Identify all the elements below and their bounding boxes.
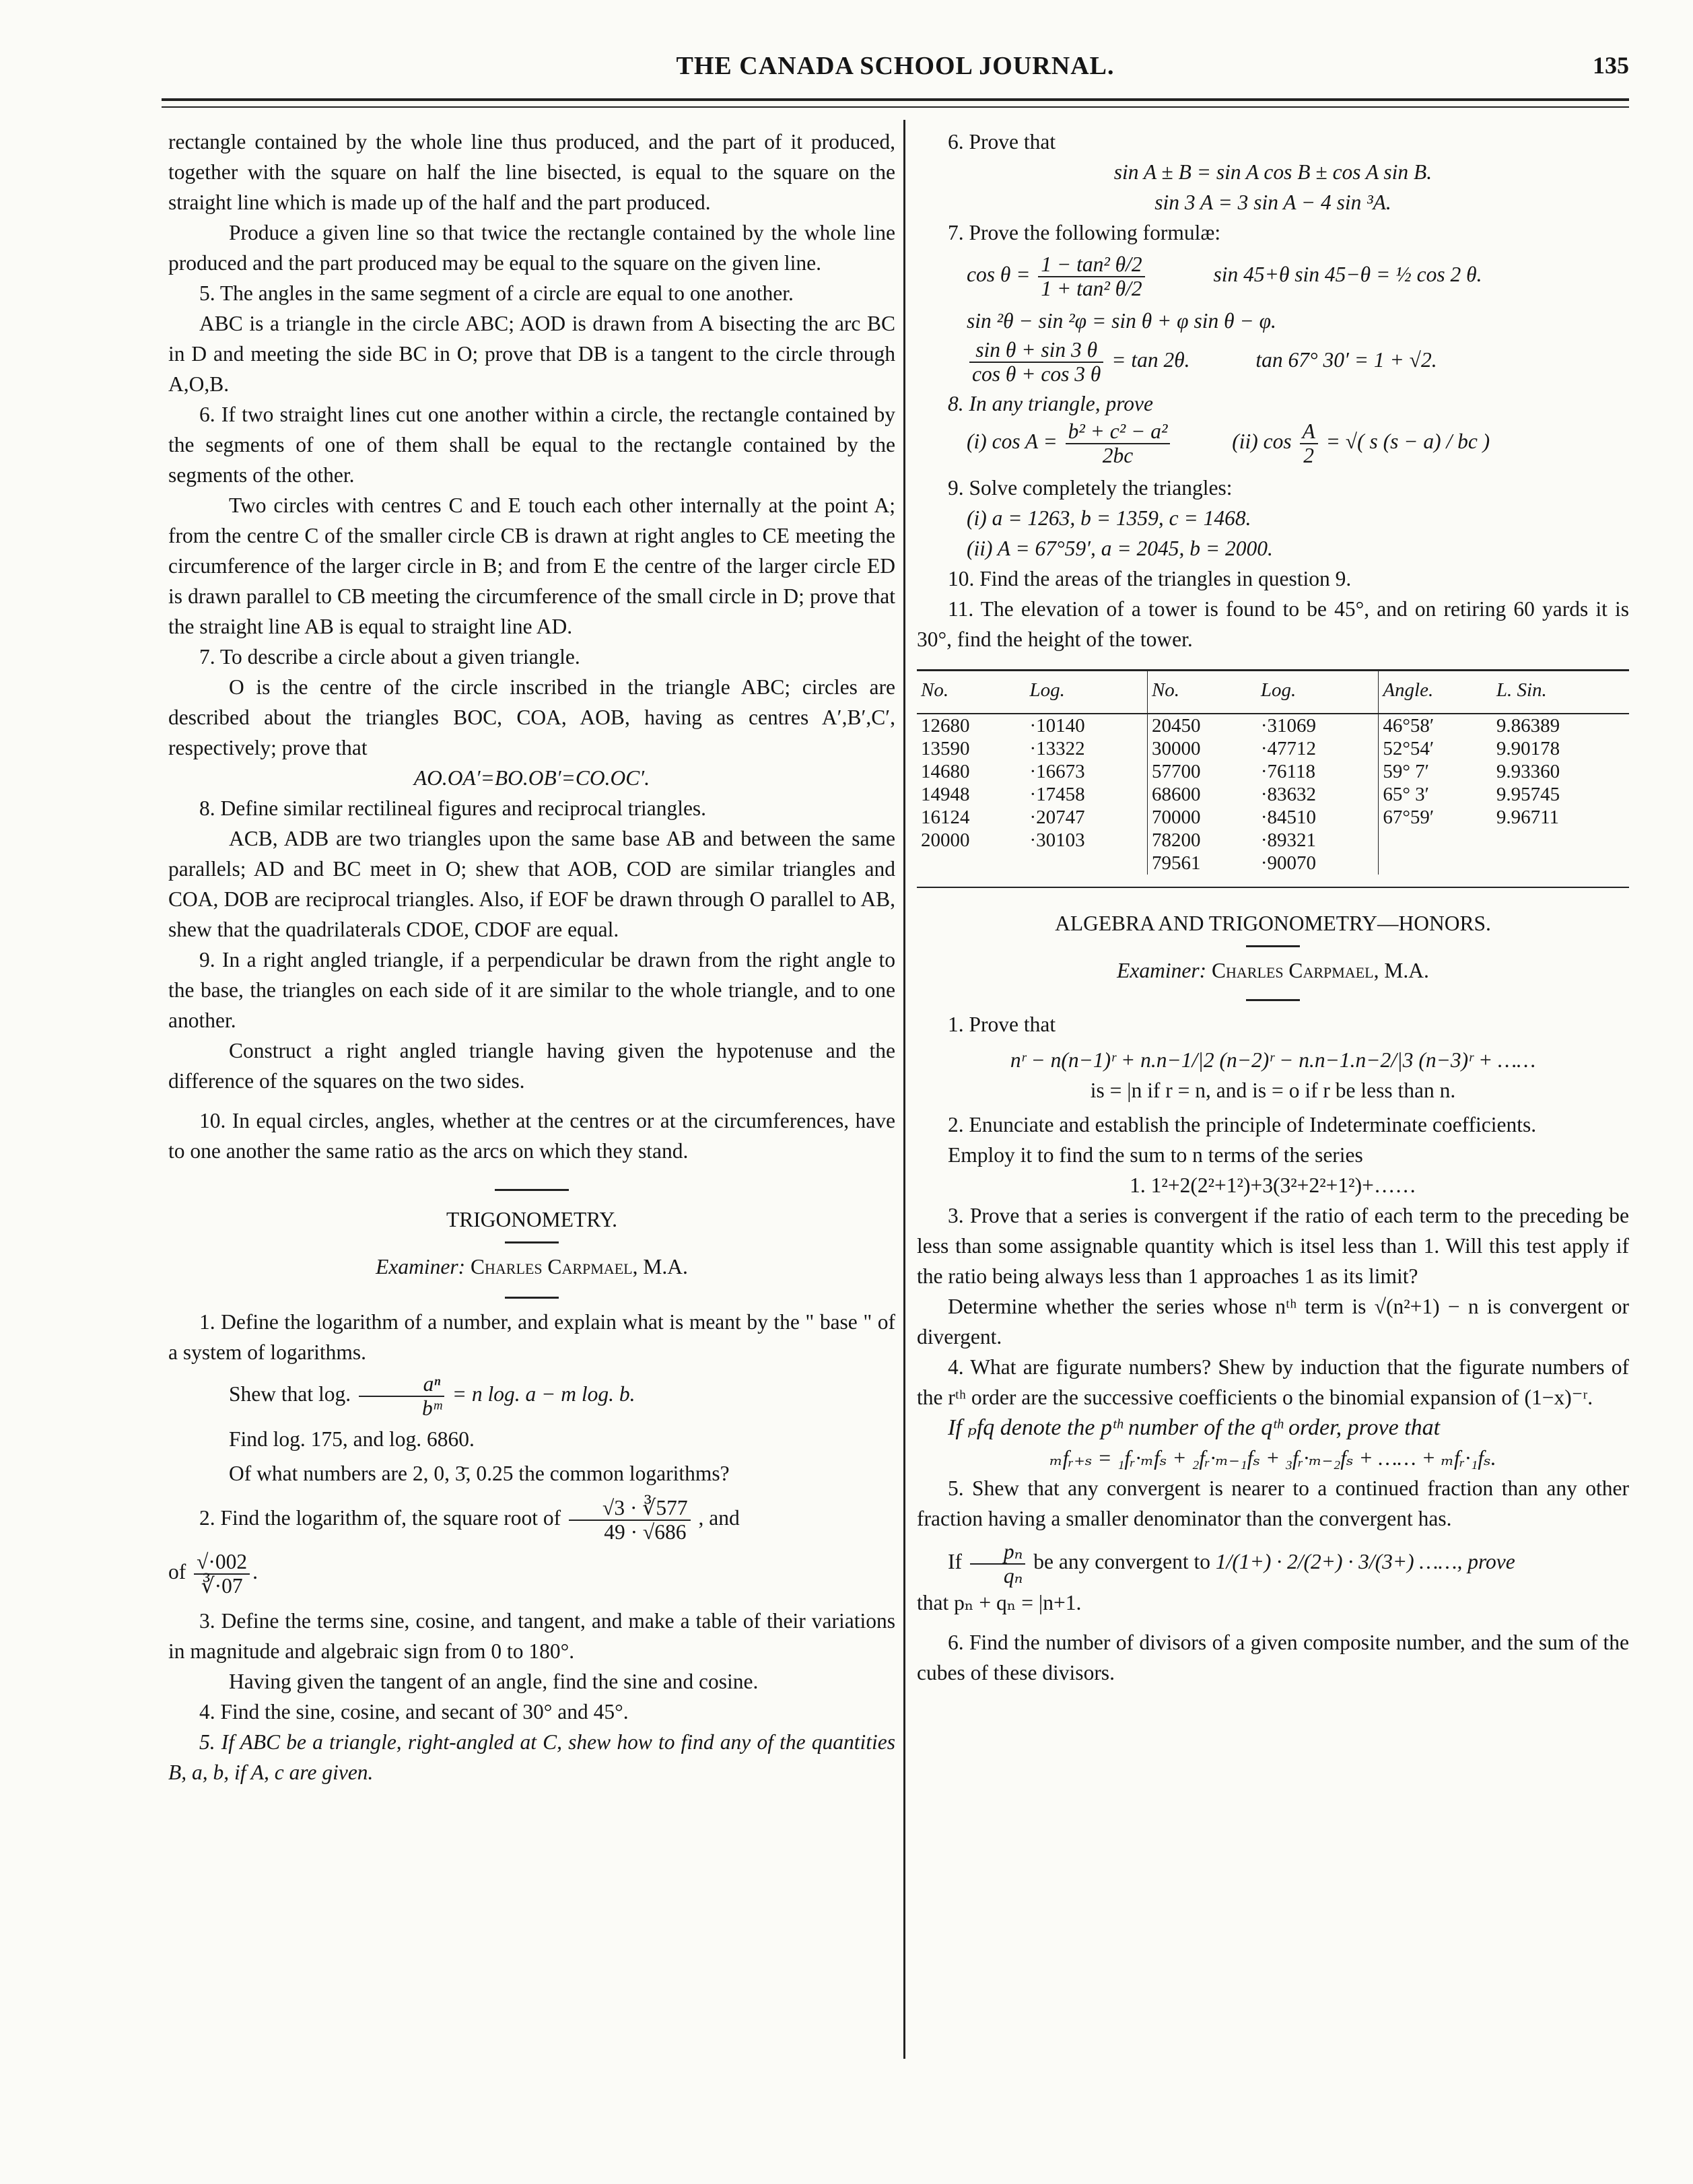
table-bottom-rule (917, 887, 1629, 888)
question-10: 10. Find the areas of the triangles in question 9. (948, 567, 1352, 590)
table-cell: 9.96711 (1496, 807, 1560, 828)
trig-question-3: 3. Define the terms sine, cosine, and tangent, and make a table of their variations in magnitude and algebraic sign from 0 to 180°. (168, 1609, 895, 1663)
equation: is = |n if r = n, and is = o if r be less than n. (1090, 1079, 1456, 1102)
trig-question-2b: of $\frac{√\cdot 002}{∛\cdot 07}$ . (168, 1550, 258, 1598)
examiner-name: Charles Carpmael, M.A. (1211, 959, 1429, 982)
equation: sin A ± B = sin A cos B ± cos A sin B. (1113, 160, 1432, 184)
table-cell: ·16673 (1026, 760, 1148, 783)
examiner-line: Examiner: Charles Carpmael, M.A. (376, 1255, 688, 1278)
question-9: 9. In a right angled triangle, if a perpendicular be drawn from the right angle to the base, the triangles on each side of it are similar to the whole triangle, and to one another. (168, 948, 895, 1032)
fraction: $\frac{\text{1 − tan² θ/2}}{\text{1 + tan² θ/2}}$ (1038, 253, 1144, 300)
algebra-question-4: 4. What are figurate numbers? Shew by induction that the figurate numbers of the rᵗʰ order are the successive coefficients o the binomial expansion of (1−x)⁻ʳ. (917, 1355, 1629, 1409)
algebra-question-1: 1. Prove that (948, 1013, 1056, 1036)
table-cell: 52°54′ (1383, 738, 1435, 759)
equation: sin ²θ − sin ²φ = sin θ + φ sin θ − φ. (967, 309, 1276, 333)
equation: 1. 1²+2(2²+1²)+3(3²+2²+1²)+…… (1130, 1173, 1416, 1197)
table-cell: 65° 3′ (1383, 784, 1430, 805)
table-cell: ·10140 (1026, 714, 1148, 737)
table-cell: 9.95745 (1496, 784, 1560, 805)
table-cell: 12680 (921, 715, 970, 737)
table-cell: 59° 7′ (1383, 761, 1430, 782)
table-cell: 9.93360 (1496, 761, 1560, 782)
fraction: $\frac{\text{sin θ + sin 3 θ}}{\text{cos θ + cos 3 θ}}$ (969, 339, 1103, 386)
table-cell: ·90070 (1257, 852, 1379, 875)
trig-question-1: 1. Define the logarithm of a number, and explain what is meant by the " base " of a system of logarithms. (168, 1310, 895, 1364)
equation: ₘfᵣ₊ₛ = ₁fᵣ·ₘfₛ + ₂fᵣ·ₘ₋₁fₛ + ₃fᵣ·ₘ₋₂fₛ + …… + ₘfᵣ·₁fₛ. (1049, 1446, 1496, 1470)
algebra-question-5: 5. Shew that any convergent is nearer to a continued fraction than any other fraction having a smaller denominator than the convergent has. (917, 1476, 1629, 1530)
equation: sin 3 A = 3 sin A − 4 sin ³A. (1154, 191, 1391, 214)
question-8: 8. In any triangle, prove (948, 392, 1154, 415)
question-11: 11. The elevation of a tower is found to be 45°, and on retiring 60 yards it is 30°, find the height of the tower. (917, 597, 1629, 651)
table-cell: ·31069 (1257, 714, 1379, 737)
fraction: $\frac{√3 \cdot ∛577}{49 \cdot √686}$ (569, 1497, 691, 1544)
equation: (i) a = 1263, b = 1359, c = 1468. (967, 506, 1251, 530)
table-cell: ·13322 (1026, 737, 1148, 760)
table-cell: ·76118 (1257, 760, 1379, 783)
question-7: 7. To describe a circle about a given triangle. (199, 645, 580, 669)
table-row (917, 806, 1629, 829)
table-cell: 20000 (921, 829, 970, 851)
table-cell: 20450 (1151, 715, 1201, 737)
table-cell: 67°59′ (1383, 807, 1435, 828)
header-rule-thin (162, 106, 1629, 108)
equation: (ii) A = 67°59′, a = 2045, b = 2000. (967, 537, 1273, 560)
table-cell: 14680 (921, 761, 970, 782)
journal-title: THE CANADA SCHOOL JOURNAL. (676, 52, 1115, 80)
fraction: $\frac{\text{b² + c² − a²}}{2bc}$ (1066, 420, 1171, 467)
algebra-question-6: 6. Find the number of divisors of a given composite number, and the sum of the cubes of these divisors. (917, 1631, 1629, 1684)
trig-question-1b: Find log. 175, and log. 6860. (229, 1427, 475, 1451)
question-6: 6. If two straight lines cut one another within a circle, the rectangle contained by the segments of one of them shall be equal to the rectangle contained by the segments of the other. (168, 403, 895, 487)
equation: AO.OA′=BO.OB′=CO.OC′. (413, 766, 650, 790)
trig-question-5: 5. If ABC be a triangle, right-angled at C, shew how to find any of the quantities B, a, b, if A, c are given. (168, 1730, 895, 1784)
column-header: Log. (1026, 671, 1148, 714)
table-cell: 57700 (1151, 761, 1201, 782)
table-row (917, 852, 1629, 875)
column-divider (903, 120, 905, 2059)
equation-row: (i) cos A = $\frac{\text{b² + c² − a²}}{2bc}$ (ii) cos $\frac{A}{2}$ = √( s (s − a) / bc ) (967, 419, 1490, 467)
table-cell: 13590 (921, 738, 970, 759)
fraction: $\frac{A}{2}$ (1300, 420, 1318, 467)
section-rule (495, 1189, 569, 1191)
equation-row: cos θ = $\frac{\text{1 − tan² θ/2}}{\text{1 + tan² θ/2}}$ sin 45+θ sin 45−θ = ½ cos 2 θ. (967, 252, 1482, 300)
table-row (917, 829, 1629, 852)
column-header: Log. (1257, 671, 1379, 714)
equation-row: $\frac{\text{sin θ + sin 3 θ}}{\text{cos θ + cos 3 θ}}$ = tan 2θ. tan 67° 30′ = 1 + √2. (967, 339, 1629, 386)
examiner-line: Examiner: Charles Carpmael, M.A. (1117, 959, 1429, 982)
question-5: 5. The angles in the same segment of a circle are equal to one another. (199, 281, 794, 305)
section-rule (1246, 999, 1300, 1001)
paragraph: If ₚfq denote the pᵗʰ number of the qᵗʰ order, prove that (948, 1415, 1441, 1440)
table-cell: 46°58′ (1383, 715, 1435, 737)
table-cell: 16124 (921, 807, 970, 828)
algebra-question-2: 2. Enunciate and establish the principle of Indeterminate coefficients. (948, 1113, 1537, 1136)
table-cell: ·89321 (1257, 829, 1379, 852)
algebra-heading: ALGEBRA AND TRIGONOMETRY—HONORS. (1055, 912, 1491, 935)
question-9: 9. Solve completely the triangles: (948, 476, 1233, 500)
page-number: 135 (1593, 52, 1629, 79)
algebra-question-3: 3. Prove that a series is convergent if the ratio of each term to the preceding be less than some assignable quantity which is itsel less than 1. Will this test apply if the ratio being always less than 1 approaches 1 as its limit? (917, 1204, 1629, 1288)
table-cell: 70000 (1151, 807, 1201, 828)
table-cell (1492, 852, 1629, 875)
trig-question-2: 2. Find the logarithm of, the square root of $\frac{√3 \cdot ∛577}{49 \cdot √686}$ , and (199, 1496, 740, 1544)
trigonometry-heading: TRIGONOMETRY. (446, 1208, 618, 1231)
paragraph: Two circles with centres C and E touch each other internally at the point A; from the centre C of the smaller circle CB is drawn at right angles to CE meeting the circumference of the larger circle in B; and from E the centre of the larger circle ED is drawn parallel to CB meeting the circumference of the small circle in D; prove that the straight line AB is equal to straight line AD. (168, 493, 895, 638)
trig-question-1c: Of what numbers are 2, 0, 3̄, 0.25 the common logarithms? (229, 1462, 730, 1485)
equation-row: If $\frac{\text{pₙ}}{\text{qₙ}}$ be any convergent to 1/(1+) · 2/(2+) · 3/(3+) ……, prove (948, 1540, 1515, 1588)
paragraph: Determine whether the series whose nᵗʰ term is √(n²+1) − n is convergent or divergent. (917, 1295, 1629, 1349)
fraction: $\frac{√\cdot 002}{∛\cdot 07}$ (194, 1550, 250, 1598)
table-cell: ·30103 (1026, 829, 1148, 852)
table-cell (1379, 829, 1492, 852)
section-rule (505, 1297, 559, 1299)
header-rule (162, 98, 1629, 101)
table-cell: 9.86389 (1496, 715, 1560, 737)
left-column (168, 127, 895, 1787)
question-7: 7. Prove the following formulæ: (948, 221, 1221, 244)
table-cell: 79561 (1151, 852, 1201, 874)
paragraph: Employ it to find the sum to n terms of the series (948, 1143, 1363, 1167)
fraction: $\frac{\text{aⁿ}}{\text{bᵐ}}$ (359, 1373, 444, 1420)
table-row (917, 737, 1629, 760)
trig-question-1a: Shew that log. $\frac{\text{aⁿ}}{\text{bᵐ}}$ = n log. a − m log. b. (229, 1372, 635, 1420)
table-cell: 30000 (1151, 738, 1201, 759)
question-6: 6. Prove that (948, 130, 1056, 153)
question-8: 8. Define similar rectilineal figures and reciprocal triangles. (199, 796, 707, 820)
table-cell: 78200 (1151, 829, 1201, 851)
table-cell: ·83632 (1257, 783, 1379, 806)
table-row (917, 783, 1629, 806)
paragraph: Produce a given line so that twice the rectangle contained by the whole line produced and the part produced may be equal to the square on the given line. (168, 221, 895, 275)
table-cell: ·47712 (1257, 737, 1379, 760)
table-cell: ·84510 (1257, 806, 1379, 829)
logarithm-table (917, 669, 1629, 875)
column-header: L. Sin. (1492, 671, 1629, 714)
section-rule (505, 1241, 559, 1243)
column-header: No. (917, 671, 1026, 714)
column-header: Angle. (1379, 671, 1492, 714)
paragraph: Construct a right angled triangle having given the hypotenuse and the difference of the squares on the two sides. (168, 1039, 895, 1093)
paragraph: O is the centre of the circle inscribed in the triangle ABC; circles are described about the triangles BOC, COA, AOB, having as centres A′,B′,C′, respectively; prove that (168, 675, 895, 759)
paragraph: Having given the tangent of an angle, find the sine and cosine. (229, 1670, 759, 1693)
page-header (162, 48, 1629, 102)
right-column (917, 127, 1629, 1688)
table-cell: ·17458 (1026, 783, 1148, 806)
column-header: No. (1147, 671, 1256, 714)
table-cell: 14948 (921, 784, 970, 805)
table-cell (917, 852, 1026, 875)
examiner-name: Charles Carpmael, M.A. (470, 1255, 688, 1278)
paragraph: ACB, ADB are two triangles upon the same base AB and between the same parallels; AD and BC meet in O; shew that AOB, COD are similar triangles and COA, DOB are reciprocal triangles. Also, if EOF be drawn through O parallel to AB, shew that the quadrilaterals CDOE, CDOF are equal. (168, 827, 895, 941)
table-header-row (917, 671, 1629, 714)
table-cell: 68600 (1151, 784, 1201, 805)
fraction: $\frac{\text{pₙ}}{\text{qₙ}}$ (970, 1540, 1026, 1588)
trig-question-4: 4. Find the sine, cosine, and secant of 30° and 45°. (199, 1700, 629, 1724)
section-rule (1246, 945, 1300, 947)
table-row (917, 714, 1629, 737)
table-row (917, 760, 1629, 783)
table-cell: ·20747 (1026, 806, 1148, 829)
equation: nʳ − n(n−1)ʳ + n.n−1/|2 (n−2)ʳ − n.n−1.n−2/|3 (n−3)ʳ + …… (1010, 1048, 1536, 1072)
paragraph: ABC is a triangle in the circle ABC; AOD is drawn from A bisecting the arc BC in D and meeting the side BC in O; prove that DB is a tangent to the circle through A,O,B. (168, 312, 895, 396)
table-cell: 9.90178 (1496, 738, 1560, 759)
table-cell (1492, 829, 1629, 852)
table-cell (1379, 852, 1492, 875)
question-10: 10. In equal circles, angles, whether at the centres or at the circumferences, have to one another the same ratio as the arcs on which they stand. (168, 1109, 895, 1163)
table-cell (1026, 852, 1148, 875)
paragraph: that pₙ + qₙ = |n+1. (917, 1591, 1082, 1614)
paragraph: rectangle contained by the whole line thus produced, and the part of it produced, together with the square on half the line bisected, is equal to the square on the straight line which is made up of the half and the part produced. (168, 130, 895, 214)
